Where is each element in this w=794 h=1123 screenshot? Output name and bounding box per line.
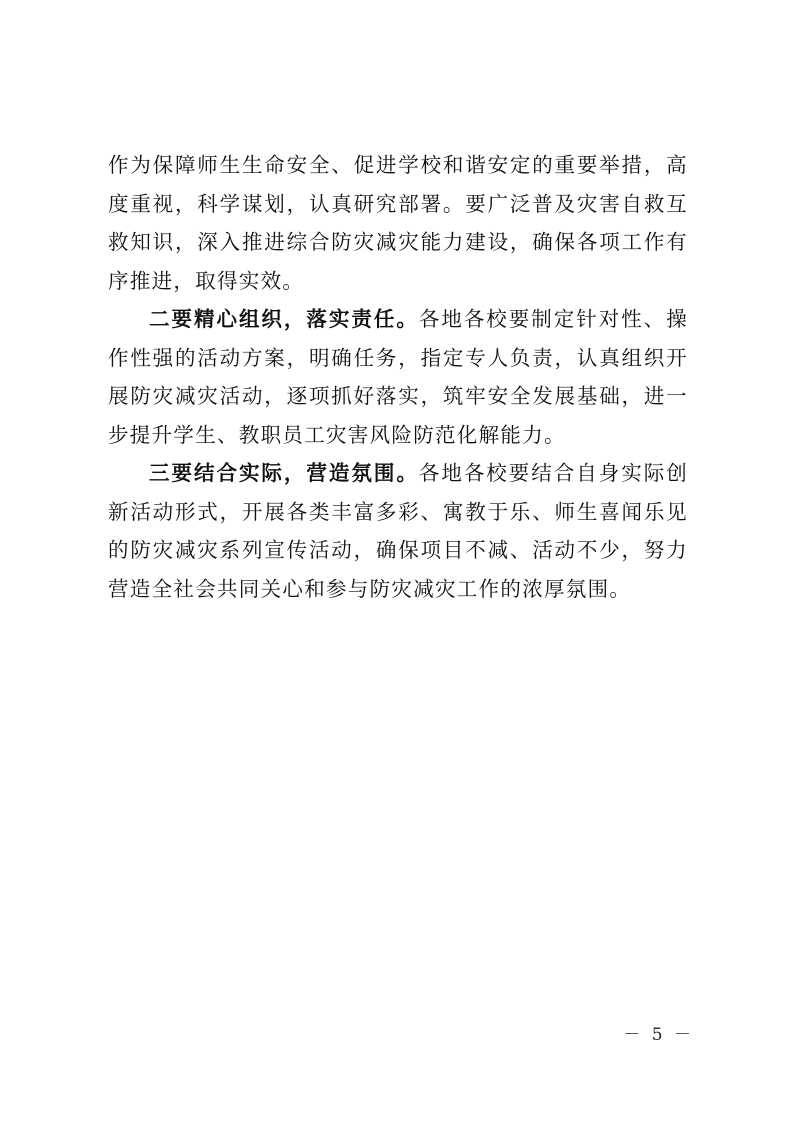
paragraph-atmosphere (108, 454, 688, 608)
paragraph-text: 各地各校要结合自身实际创新活动形式，开展各类丰富多彩、寓教于乐、师生喜闻乐见的防灾减灾系列宣传活动，确保项目不减、活动不少，努力营造全社会共同关心和参与防灾减灾工作的浓厚氛围。 (108, 461, 688, 601)
document-body (108, 146, 688, 608)
paragraph-continuation (108, 146, 688, 300)
paragraph-heading: 二要精心组织，落实责任。 (149, 307, 419, 331)
paragraph-heading: 三要结合实际，营造氛围。 (149, 461, 419, 485)
page-number: － 5 － (623, 1025, 694, 1045)
paragraph-text: 作为保障师生生命安全、促进学校和谐安定的重要举措，高度重视，科学谋划，认真研究部署。要广泛普及灾害自救互救知识，深入推进综合防灾减灾能力建设，确保各项工作有序推进，取得实效。 (108, 153, 688, 293)
paragraph-text: 各地各校要制定针对性、操作性强的活动方案，明确任务，指定专人负责，认真组织开展防灾减灾活动，逐项抓好落实，筑牢安全发展基础，进一步提升学生、教职员工灾害风险防范化解能力。 (108, 307, 688, 447)
paragraph-organize (108, 300, 688, 454)
